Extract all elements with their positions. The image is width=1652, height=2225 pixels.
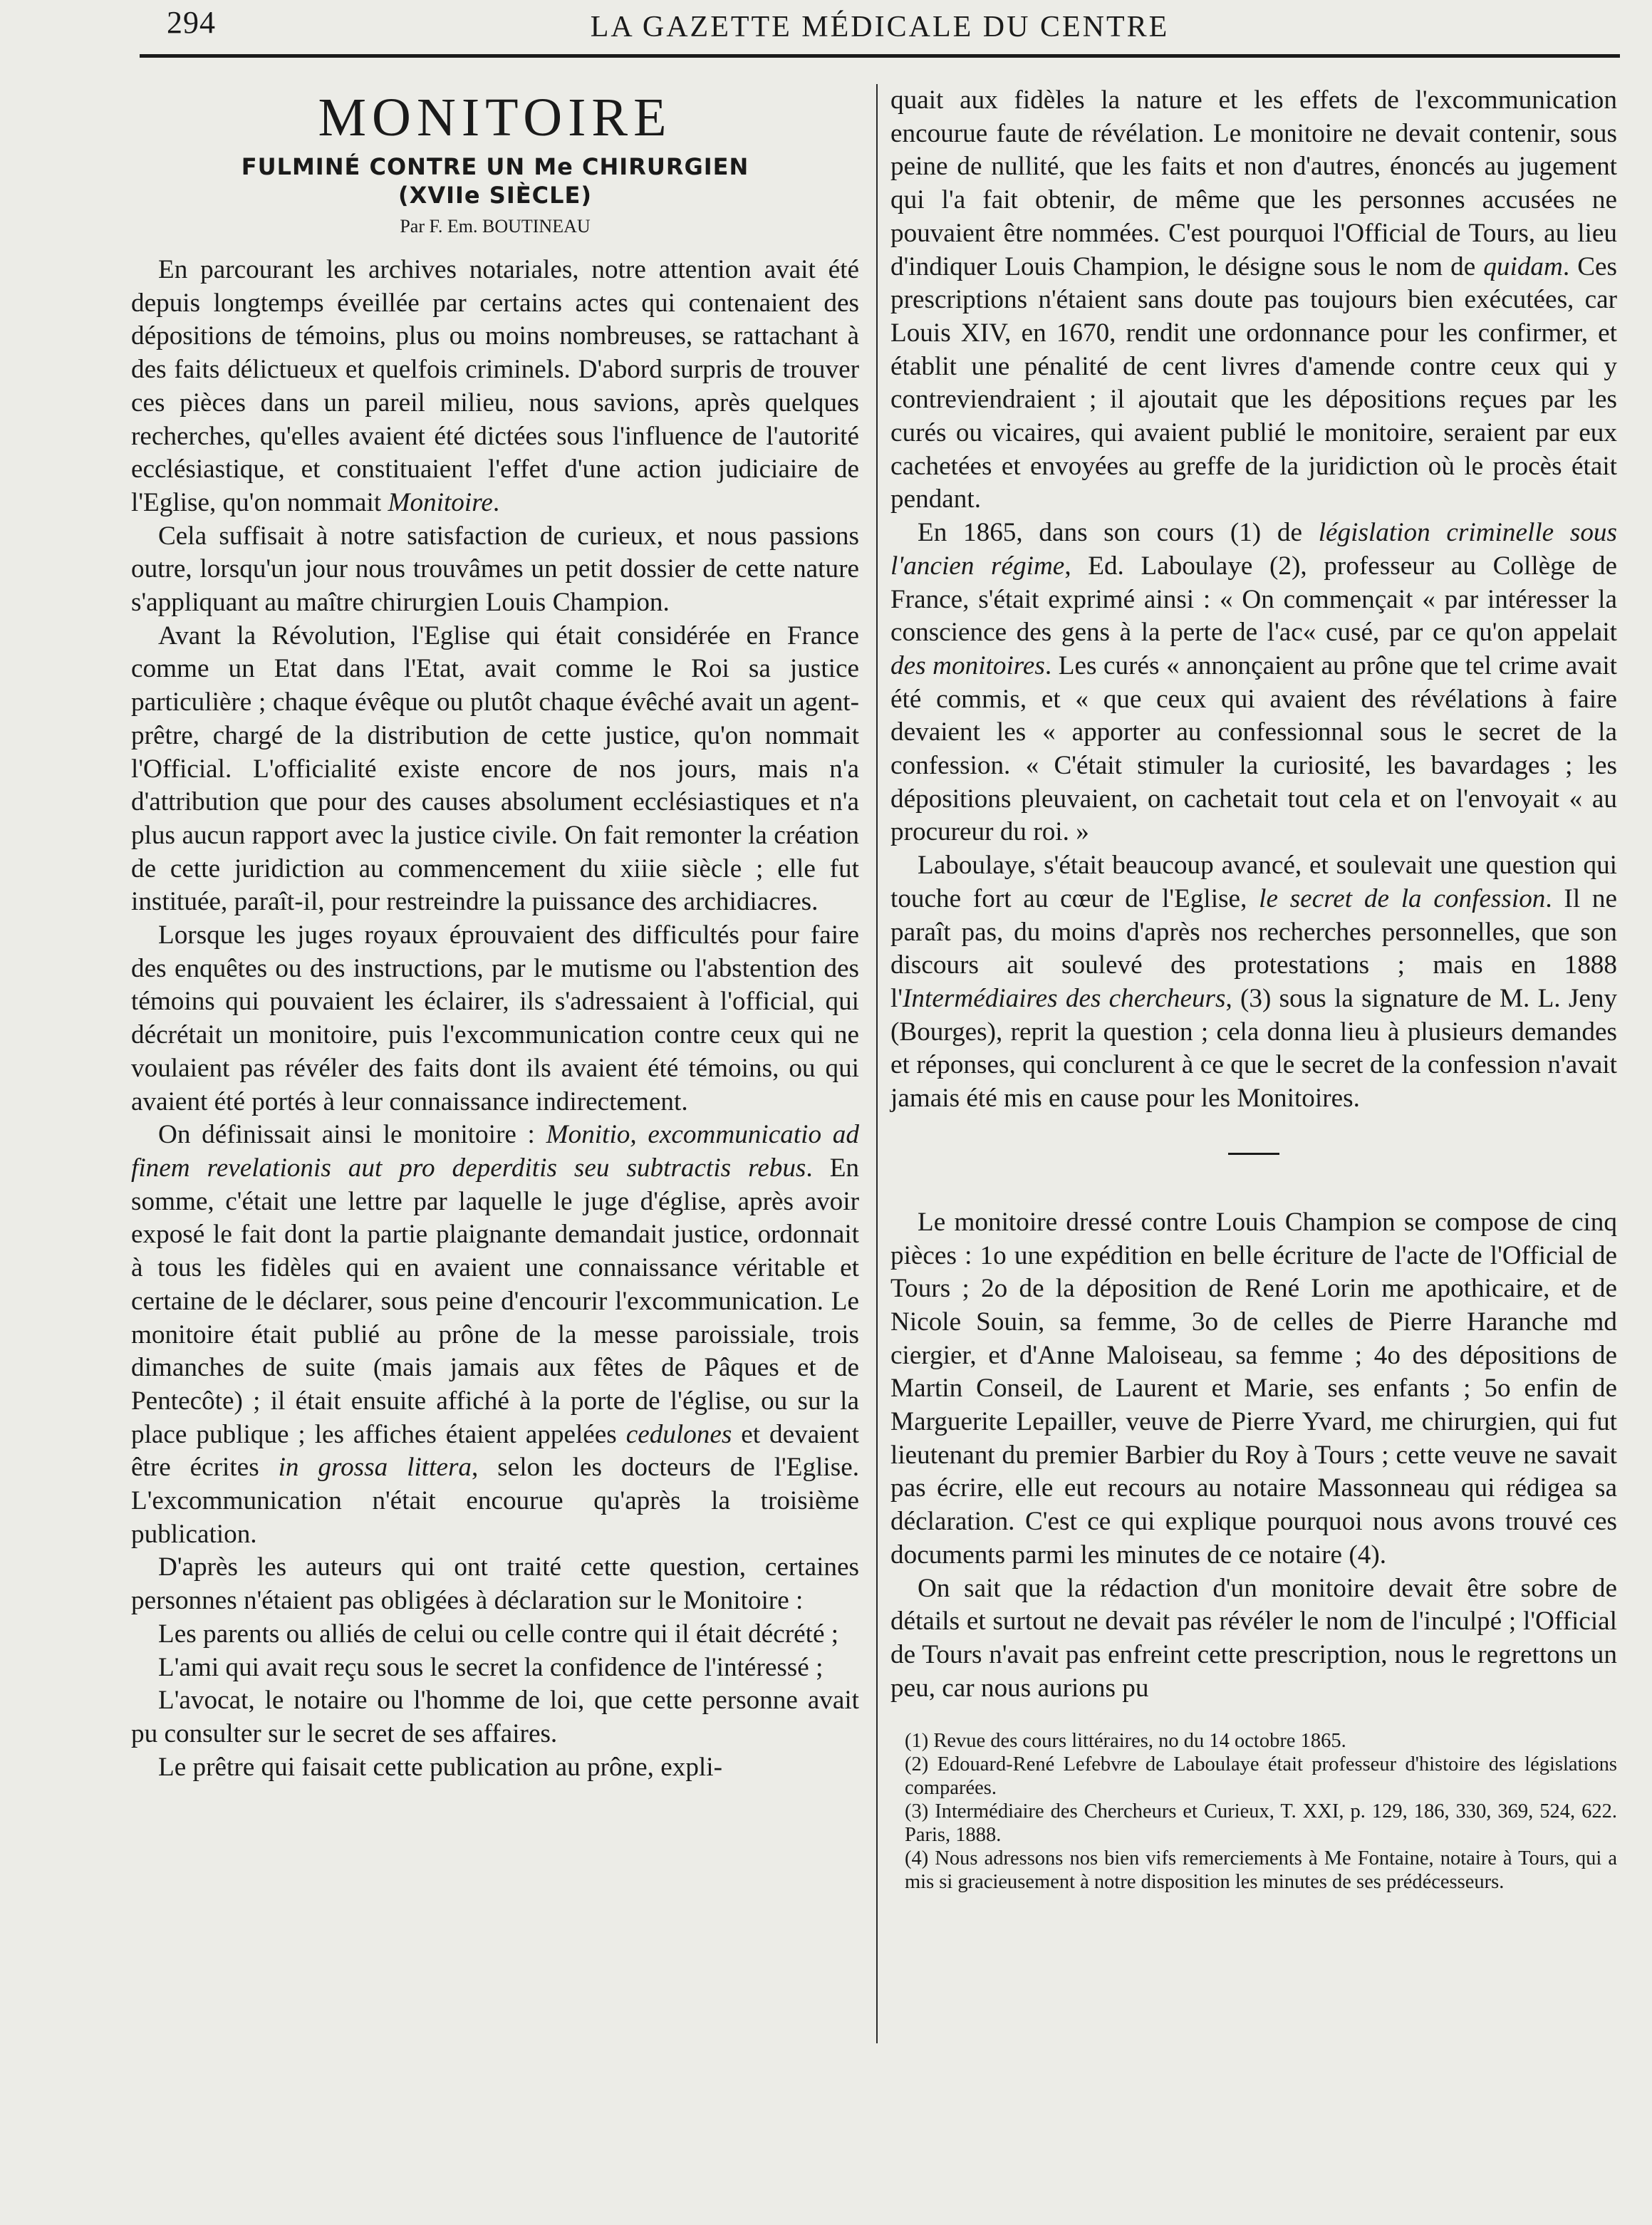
list-item: L'ami qui avait reçu sous le secret la confidence de l'intéressé ; <box>158 1652 824 1682</box>
paragraph: quait aux fidèles la nature et les effets de l'excommunication encourue faute de révélation. Le monitoire ne devait contenir, sous peine de nullité, que les faits et non d'autres, énoncés au jugement qui l'a fait obtenir, de même que les personnes accusées ne pouvaient être nommées. C'est pourquoi l'Official de Tours, au lieu d'indiquer Louis Champion, le désigne sous le nom de quidam. Ces prescriptions n'étaient sans doute pas toujours bien exécutées, car Louis XIV, en 1670, rendit une ordonnance pour les confirmer, et établit une pénalité de cent livres d'amende contre ceux qui y contreviendraient ; il ajoutait que les dépositions reçues par les curés ou vicaires, qui avaient publié le monitoire, seraient par eux cachetées et envoyées au greffe de la juridiction où le procès était pendant. <box>890 85 1617 514</box>
footnote: (2) Edouard-René Lefebvre de Laboulaye était professeur d'histoire des législations comparées. <box>905 1753 1617 1800</box>
running-title: LA GAZETTE MÉDICALE DU CENTRE <box>590 11 1170 43</box>
footnote: (3) Intermédiaire des Chercheurs et Curieux, T. XXI, p. 129, 186, 330, 369, 524, 622. Paris, 1888. <box>905 1800 1617 1847</box>
paragraph: Cela suffisait à notre satisfaction de curieux, et nous passions outre, lorsqu'un jour nous trouvâmes un petit dossier de cette nature s'appliquant au maître chirurgien Louis Champion. <box>131 521 859 618</box>
paragraph: Le monitoire dressé contre Louis Champion se compose de cinq pièces : 1o une expédition en belle écriture de l'acte de l'Official de Tours ; 2o de la déposition de René Lorin me apothicaire, et de Nicole Souin, sa femme, 3o de celles de Pierre Haranche md ciergier, et d'Anne Maloiseau, sa femme ; 4o des dépositions de Martin Conseil, de Laurent et Marie, ses enfants ; 5o enfin de Marguerite Lepailler, veuve de Pierre Yvard, me chirurgien, qui fut lieutenant du premier Barbier du Roy à Tours ; cette veuve ne savait pas écrire, elle eut recours au notaire Massonneau qui rédigea sa déclaration. C'est ce qui explique pourquoi nous avons trouvé ces documents parmi les minutes de ce notaire (4). <box>890 1207 1617 1570</box>
left-column <box>131 84 859 1784</box>
page-header <box>140 4 1620 54</box>
column-divider <box>876 84 878 2043</box>
section-divider <box>1228 1153 1279 1155</box>
list-item: L'avocat, le notaire ou l'homme de loi, que cette personne avait pu consulter sur le secret de ses affaires. <box>131 1686 859 1748</box>
paragraph: Avant la Révolution, l'Eglise qui était considérée en France comme un Etat dans l'Etat, avait comme le Roi sa justice particulière ; chaque évêque ou plutôt chaque évêché avait un agent-prêtre, chargé de la distribution de cette justice, qu'on nommait l'Official. L'officialité existe encore de nos jours, mais n'a d'attribution que pour des causes absolument ecclésiastiques et n'a plus aucun rapport avec la justice civile. On fait remonter la création de cette juridiction au commencement du xiiie siècle ; elle fut instituée, paraît-il, pour restreindre la puissance des archidiacres. <box>131 621 859 917</box>
paragraph: On définissait ainsi le monitoire : Monitio, excommunicatio ad finem revelationis aut pro deperditis seu subtractis rebus. En somme, c'était une lettre par laquelle le juge d'église, après avoir exposé le fait dont la partie plaignante demandait justice, ordonnait à tous les fidèles qui en avaient une connaissance véritable et certaine de le déclarer, sous peine d'encourir l'excommunication. Le monitoire était publié au prône de la messe paroissiale, trois dimanches de suite (mais jamais aux fêtes de Pâques et de Pentecôte) ; il était ensuite affiché à la porte de l'église, ou sur la place publique ; les affiches étaient appelées cedulones et devaient être écrites in grossa littera, selon les docteurs de l'Eglise. L'excommunication n'était encourue qu'après la troisième publication. <box>131 1120 860 1549</box>
paragraph: D'après les auteurs qui ont traité cette question, certaines personnes n'étaient pas obligées à déclaration sur le Monitoire : <box>131 1552 859 1616</box>
header-rule <box>140 54 1620 58</box>
page-number: 294 <box>167 5 216 40</box>
article-subtitle-line2: (XVIIe SIÈCLE) <box>398 182 592 209</box>
paragraph: Lorsque les juges royaux éprouvaient des difficultés pour faire des enquêtes ou des instructions, par le mutisme ou l'abstention des témoins qui pouvaient les éclairer, ils s'adressaient à l'official, qui décrétait un monitoire, puis l'excommunication contre ceux qui ne voulaient pas révéler des faits dont ils avaient été témoins, ou qui avaient été portés à leur connaissance indirectement. <box>131 920 859 1116</box>
list-item: Les parents ou alliés de celui ou celle contre qui il était décrété ; <box>158 1619 839 1649</box>
paragraph: En parcourant les archives notariales, notre attention avait été depuis longtemps éveillée par certains actes qui contenaient des dépositions de témoins, plus ou moins nombreuses, se rattachant à des faits délictueux et quelfois criminels. D'abord surpris de trouver ces pièces dans un pareil milieu, nous savions, après quelques recherches, qu'elles avaient été dictées sous l'influence de l'autorité ecclésiastique, et constituaient l'effet d'une action judiciaire de l'Eglise, qu'on nommait Monitoire. <box>131 255 859 517</box>
list-item: Le prêtre qui faisait cette publication au prône, expli- <box>158 1752 722 1782</box>
paragraph: Laboulaye, s'était beaucoup avancé, et soulevait une question qui touche fort au cœur de l'Eglise, le secret de la confession. Il ne paraît pas, du moins d'après nos recherches personnelles, que son discours ait soulevé des protestations ; mais en 1888 l'Intermédiaires des chercheurs, (3) sous la signature de M. L. Jeny (Bourges), reprit la question ; cela donna lieu à plusieurs demandes et réponses, qui conclurent à ce que le secret de la confession n'avait jamais été mis en cause pour les Monitoires. <box>890 851 1618 1114</box>
article-byline: Par F. Em. BOUTINEAU <box>400 216 591 237</box>
article-subtitle-line1: FULMINÉ CONTRE UN Me CHIRURGIEN <box>241 153 749 180</box>
paragraph: En 1865, dans son cours (1) de législation criminelle sous l'ancien régime, Ed. Laboulaye (2), professeur au Collège de France, s'était exprimé ainsi : « On commençait « par intéresser la conscience des gens à la perte de l'ac« cusé, par ce qu'on appelait des monitoires. Les curés « annonçaient au prône que tel crime avait été commis, et « que ceux qui avaient des révélations à faire devaient les « apporter au confessionnal sous le secret de la confession. « C'était stimuler la curiosité, les bavardages ; les dépositions pleuvaient, on cachetait tout cela et on l'envoyait « au procureur du roi. » <box>890 518 1617 847</box>
article-title: MONITOIRE <box>318 88 672 147</box>
footnotes <box>890 1729 1617 1894</box>
footnote: (4) Nous adressons nos bien vifs remerciements à Me Fontaine, notaire à Tours, qui a mis si gracieusement à notre disposition les minutes de ses prédécesseurs. <box>905 1847 1617 1894</box>
paragraph: On sait que la rédaction d'un monitoire devait être sobre de détails et surtout ne devait pas révéler le nom de l'inculpé ; l'Official de Tours n'avait pas enfreint cette prescription, nous le regrettons un peu, car nous aurions pu <box>890 1573 1617 1703</box>
footnote: (1) Revue des cours littéraires, no du 14 octobre 1865. <box>905 1730 1346 1753</box>
right-column <box>890 84 1617 1894</box>
